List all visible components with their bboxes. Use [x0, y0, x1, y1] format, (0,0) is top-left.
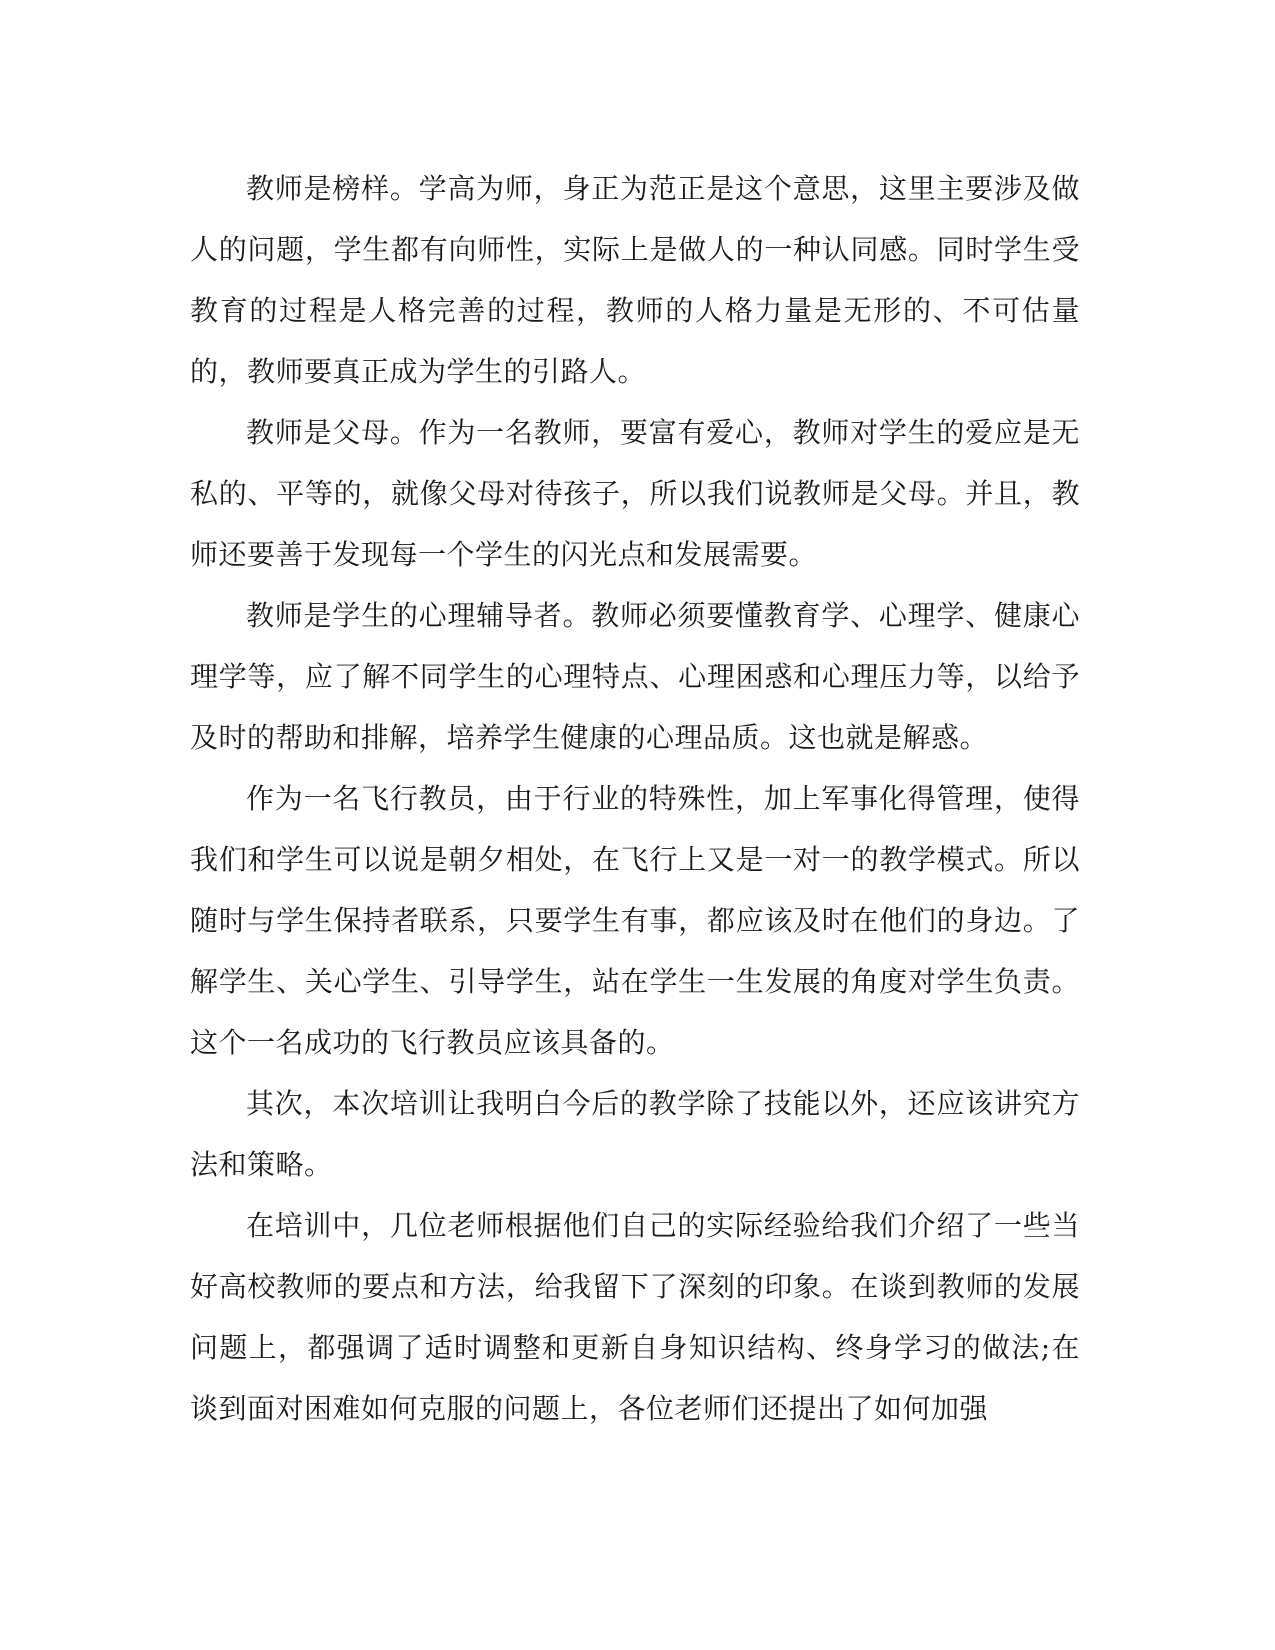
paragraph-teacher-parent: 教师是父母。作为一名教师，要富有爱心，教师对学生的爱应是无私的、平等的，就像父母对待孩子，所以我们说教师是父母。并且，教师还要善于发现每一个学生的闪光点和发展需要。 — [190, 416, 1080, 571]
document-body — [190, 158, 1080, 1439]
paragraph-methods-strategy: 其次，本次培训让我明白今后的教学除了技能以外，还应该讲究方法和策略。 — [190, 1087, 1080, 1181]
paragraph-training-experience: 在培训中，几位老师根据他们自己的实际经验给我们介绍了一些当好高校教师的要点和方法，给我留下了深刻的印象。在谈到教师的发展问题上，都强调了适时调整和更新自身知识结构、终身学习的做法;在谈到面对困难如何克服的问题上，各位老师们还提出了如何加强 — [190, 1209, 1080, 1425]
paragraph-flight-instructor: 作为一名飞行教员，由于行业的特殊性，加上军事化得管理，使得我们和学生可以说是朝夕相处，在飞行上又是一对一的教学模式。所以随时与学生保持者联系，只要学生有事，都应该及时在他们的身边。了解学生、关心学生、引导学生，站在学生一生发展的角度对学生负责。这个一名成功的飞行教员应该具备的。 — [190, 782, 1080, 1059]
paragraph-teacher-role-model: 教师是榜样。学高为师，身正为范正是这个意思，这里主要涉及做人的问题，学生都有向师性，实际上是做人的一种认同感。同时学生受教育的过程是人格完善的过程，教师的人格力量是无形的、不可估量的，教师要真正成为学生的引路人。 — [190, 172, 1080, 388]
paragraph-teacher-counselor: 教师是学生的心理辅导者。教师必须要懂教育学、心理学、健康心理学等，应了解不同学生的心理特点、心理困惑和心理压力等，以给予及时的帮助和排解，培养学生健康的心理品质。这也就是解惑。 — [190, 599, 1080, 754]
